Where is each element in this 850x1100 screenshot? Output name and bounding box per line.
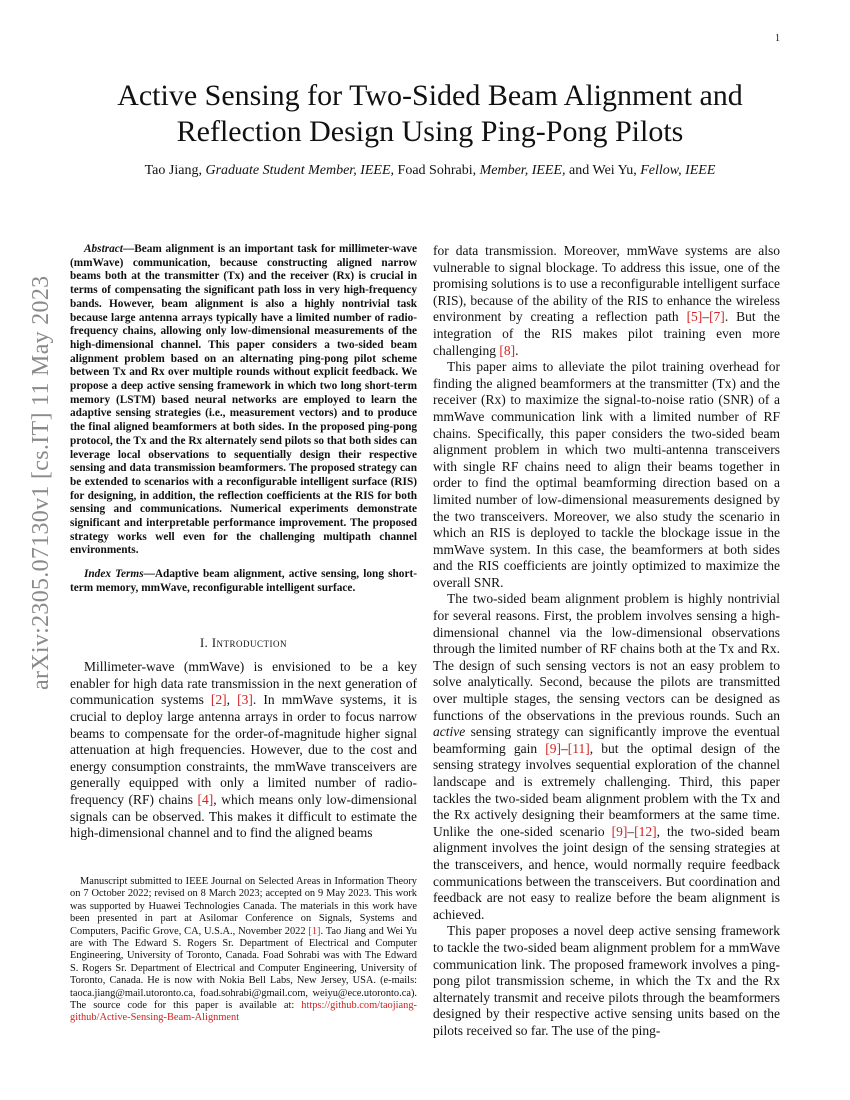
index-terms-label: Index Terms: [84, 568, 144, 581]
citation-link[interactable]: [3]: [237, 692, 253, 708]
text-run: Millimeter-wave (mmWave) is envisioned to be a key enabler for high data rate transmission in the next generation of communication systems: [70, 659, 417, 708]
author-role: Fellow, IEEE: [640, 163, 716, 178]
text-run: , but the optimal design of the sensing strategy involves sequential exploration of the channel landscape and is extremely challenging. Third, this paper tackles the two-sided beam alignment problem with the Tx and the Rx actively designing their beamformers at the same time. Unlike the one-sided scenario: [433, 740, 780, 839]
left-column: [70, 243, 417, 842]
abstract: [70, 243, 417, 558]
text-run: ,: [226, 692, 238, 708]
text-run: sensing strategy can significantly improve the eventual beamforming gain: [433, 724, 780, 756]
arxiv-stamp: arXiv:2305.07130v1 [cs.IT] 11 May 2023: [28, 275, 54, 690]
author-name: and Wei Yu,: [569, 163, 637, 178]
text-run: .: [515, 342, 519, 358]
abstract-label: Abstract: [84, 243, 123, 255]
body-paragraph: [433, 243, 780, 359]
text-run: . But the integration of the RIS makes pilot training even more challenging: [433, 309, 780, 358]
author-list: [50, 162, 810, 180]
citation-link[interactable]: [9]: [611, 823, 628, 839]
author-role: Graduate Student Member, IEEE,: [205, 163, 395, 178]
author-name: Tao Jiang,: [144, 163, 202, 178]
citation-link[interactable]: [8]: [499, 342, 516, 358]
footnote: [70, 876, 417, 1025]
text-run: The two-sided beam alignment problem is highly nontrivial for several reasons. First, the problem involves sensing a high-dimensional channel via the low-dimensional observations through the limited number of RF chains both at the Tx and Rx. The design of such sensing vectors is not an easy problem to solve analytically. Second, because the pilots are transmitted over multiple stages, the sensing vectors can be designed as functions of the observations in the previous rounds. Such an: [433, 591, 780, 723]
section-number: I.: [199, 635, 212, 650]
citation-link[interactable]: [4]: [197, 791, 214, 807]
citation-link[interactable]: [1]: [308, 925, 321, 937]
index-terms-text: —Adaptive beam alignment, active sensing, long short-term memory, mmWave, reconfigurable intelligent surface.: [70, 568, 417, 594]
author-name: Foad Sohrabi,: [397, 163, 477, 178]
body-paragraph: This paper proposes a novel deep active sensing framework to tackle the two-sided beam alignment problem for a mmWave communication link. The proposed framework involves a ping-pong pilot transmission scheme, in which the Tx and the Rx alternately transmit and receive pilots through the beamformers designed by their respective active sensing units based on the pilots received so far. The use of the ping-: [433, 923, 780, 1038]
citation-link[interactable]: [12]: [634, 823, 657, 839]
page-number: 1: [775, 33, 780, 44]
citation-link[interactable]: [2]: [210, 692, 227, 708]
paper-title: [50, 78, 810, 150]
index-terms: [70, 568, 417, 595]
body-paragraph: This paper aims to alleviate the pilot training overhead for finding the aligned beamformers at the transmitter (Tx) and the receiver (Rx) to maximize the signal-to-noise ratio (SNR) of a mmWave communication link with a limited number of RF chains. Specifically, this paper considers the two-sided beam alignment problem in which two multi-antenna transceivers with single RF chains need to align their beams together in order to find the optimal beamforming direction based on a limited number of low-dimensional measurements designed by the two transceivers. Moreover, we also study the scenario in which an RIS is deployed to tackle the blockage issue in the mmWave system. In this case, the beamformers at both sides and the RIS coefficients are jointly optimized to maximize the overall SNR.: [433, 359, 780, 590]
text-run: for data transmission. Moreover, mmWave systems are also vulnerable to signal blockage. To address this issue, one of the promising solutions is to use a reconfigurable intelligent surface (RIS), because of the ability of the RIS to enhance the wireless environment by creating a reflection path: [433, 243, 780, 325]
citation-link[interactable]: [7]: [709, 309, 725, 325]
title-line-2: Reflection Design Using Ping-Pong Pilots: [176, 115, 684, 148]
intro-paragraph: [70, 659, 417, 842]
section-heading: [70, 635, 417, 652]
text-run: –: [627, 823, 635, 839]
text-run: . In mmWave systems, it is crucial to deploy large antenna arrays in order to focus narrow beams to compensate for the order-of-magnitude higher signal attenuation at high frequencies. However, due to the cost and energy consumption constraints, the mmWave transceivers are generally equipped with only a limited number of radio-frequency (RF) chains: [70, 692, 418, 807]
text-run: , the two-sided beam alignment involves the joint design of the sensing strategies at the transceivers, and hence, would normally require feedback communications between the transceivers. But coordination and feedback are not easy to realize before the beam alignment is achieved.: [433, 823, 780, 922]
right-column: [433, 243, 780, 1040]
text-run: Manuscript submitted to IEEE Journal on Selected Areas in Information Theory on 7 October 2022; revised on 8 March 2023; accepted on 9 May 2023. This work was supported by Huawei Technologies Canada. The materials in this work have been presented in part at Asilomar Conference on Signals, Systems and Computers, Pacific Grove, CA, U.S.A., November 2022: [70, 876, 417, 937]
text-run: , which means only low-dimensional signals can be observed. This makes it difficult to estimate the high-dimensional channel and to find the aligned beams: [70, 791, 417, 841]
citation-link[interactable]: [11]: [567, 740, 590, 756]
section-title: Introduction: [211, 635, 288, 650]
source-code-link[interactable]: https://github.com/taojiang-github/Active-Sensing-Beam-Alignment: [70, 1000, 417, 1024]
text-run: –: [561, 740, 568, 756]
text-run: . Tao Jiang and Wei Yu are with The Edward S. Rogers Sr. Department of Electrical and Computer Engineering, University of Toronto, Canada. Foad Sohrabi was with The Edward S. Rogers Sr. Department of Electrical and Computer Engineering, University of Toronto, Canada. He is now with Nokia Bell Labs, New Jersey, USA. (e-mails: taoca.jiang@mail.utoronto.ca, foad.sohrabi@gmail.com, weiyu@ece.utoronto.ca). The source code for this paper is available at:: [70, 925, 417, 1012]
body-paragraph: [433, 591, 780, 923]
citation-link[interactable]: [9]: [545, 740, 562, 756]
emphasis: active: [433, 724, 466, 740]
title-line-1: Active Sensing for Two-Sided Beam Alignment and: [117, 79, 743, 112]
author-role: Member, IEEE,: [479, 163, 566, 178]
abstract-text: —Beam alignment is an important task for millimeter-wave (mmWave) communication, because constructing aligned narrow beams both at the transmitter (Tx) and the receiver (Rx) is crucial in terms of compensating the significant path loss in very high-frequency bands. However, beam alignment is also a highly nontrivial task because large antenna arrays typically have a limited number of radio-frequency chains, allowing only low-dimensional measurements of the high-dimensional channel. This paper considers a two-sided beam alignment problem based on an alternating ping-pong pilot scheme between Tx and Rx over multiple rounds without explicit feedback. We propose a deep active sensing framework in which two long short-term memory (LSTM) based neural networks are employed to learn the adaptive sensing strategies (i.e., measurement vectors) and to produce the final aligned beamformers at both sides. In the proposed ping-pong protocol, the Tx and the Rx alternately send pilots so that both sides can leverage local observations to sequentially design their respective sensing and data transmission beamformers. The proposed strategy can be extended to scenarios with a reconfigurable intelligent surface (RIS) for designing, in addition, the reflection coefficients at the RIS for both sensing and communications. Numerical experiments demonstrate significant and interpretable performance improvement. The proposed strategy works well even for the challenging multipath channel environments.: [70, 243, 417, 557]
citation-link[interactable]: [5]: [686, 309, 703, 325]
text-run: –: [702, 309, 710, 325]
